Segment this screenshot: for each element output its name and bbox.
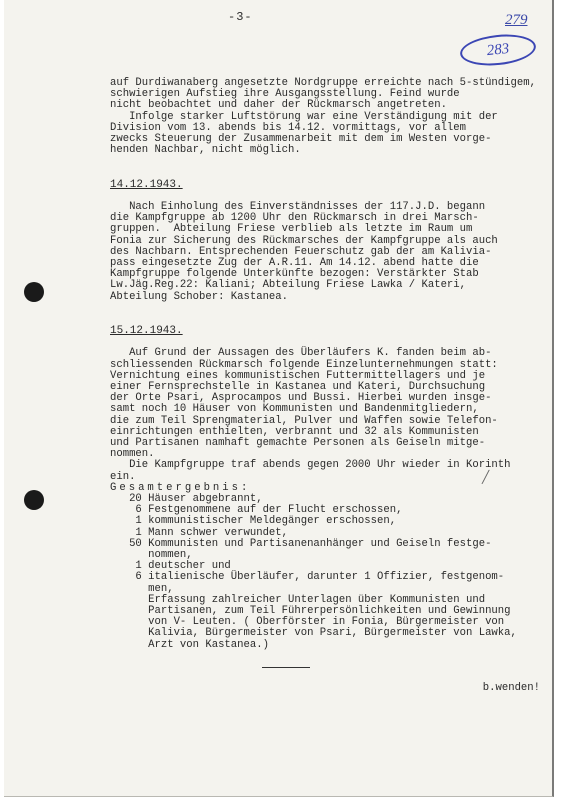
continuation-note: b.wenden! — [482, 681, 540, 694]
result-item: 6 Festgenommene auf der Flucht erschossen, — [110, 504, 403, 517]
result-item: Arzt von Kastanea.) — [110, 638, 269, 651]
result-item: Partisanen, zum Teil Führerpersönlichkeiten und Gewinnung — [110, 605, 511, 618]
text-line: gruppen. Abteilung Friese verblieb als letzte im Raum um — [110, 223, 473, 236]
section-date-heading: 14.12.1943. — [110, 178, 183, 191]
text-line: Infolge starker Luftstörung war eine Verständigung mit der — [110, 110, 498, 123]
text-line: die zum Teil Sprengmaterial, Pulver und Waffen sowie Telefon- — [110, 414, 498, 427]
text-line: nicht beobachtet und daher der Rückmarsch angetreten. — [110, 99, 447, 112]
text-line: die Kampfgruppe ab 1200 Uhr den Rückmarsch in drei Marsch- — [110, 212, 479, 225]
text-line: Vernichtung eines kommunistischen Futtermittellagers und je — [110, 369, 486, 382]
handwritten-page-number: 279 — [505, 12, 528, 28]
result-item: men, — [110, 582, 174, 595]
result-item: 1 Mann schwer verwundet, — [110, 526, 289, 539]
punch-hole-top — [24, 282, 44, 302]
text-line: Auf Grund der Aussagen des Überläufers K. fanden beim ab- — [110, 347, 492, 360]
text-line: Die Kampfgruppe traf abends gegen 2000 Uhr wieder in Korinth — [110, 459, 511, 472]
text-line: auf Durdiwanaberg angesetzte Nordgruppe erreichte nach 5-stündigem, — [110, 77, 536, 89]
text-line: samt noch 10 Häuser von Kommunisten und Bandenmitgliedern, — [110, 403, 479, 416]
text-line: einrichtungen enthielten, verbrannt und 32 als Kommunisten — [110, 425, 479, 438]
text-line: schliessenden Rückmarsch folgende Einzelunternehmungen statt: — [110, 358, 498, 371]
result-item: von V- Leuten. ( Oberförster in Fonia, Bürgermeister von — [110, 616, 505, 629]
text-line: des Nachbarn. Entsprechenden Feuerschutz gab der am Kalivia- — [110, 245, 492, 258]
text-line: pass eingesetzte Zug der A.R.11. Am 14.12. abend hatte die — [110, 257, 479, 269]
text-line: Fonia zur Sicherung des Rückmarsches der Kampfgruppe als auch — [110, 234, 498, 247]
separator-rule — [262, 667, 310, 668]
result-item: nommen, — [110, 549, 193, 562]
text-line: Lw.Jäg.Reg.22: Kaliani; Abteilung Friese Lawka / Kateri, — [110, 279, 467, 292]
text-line: Kampfgruppe folgende Unterkünfte bezogen: Verstärkter Stab — [110, 268, 479, 281]
pencil-mark: ╱ — [482, 470, 490, 484]
result-item: 50 Kommunisten und Partisanenanhänger und Geiseln festge- — [110, 537, 492, 550]
text-line: Abteilung Schober: Kastanea. — [110, 290, 289, 303]
section-date-heading: 15.12.1943. — [110, 325, 183, 338]
text-line: henden Nachbar, nicht möglich. — [110, 144, 301, 157]
punch-hole-bottom — [24, 490, 44, 510]
intro-paragraph — [110, 78, 550, 156]
circled-archive-number — [459, 31, 538, 69]
result-item: Erfassung zahlreicher Unterlagen über Kommunisten und — [110, 593, 486, 606]
result-item: 1 deutscher und — [110, 560, 231, 573]
page-number: -3- — [228, 10, 253, 24]
result-heading: Gesamtergebnis: — [110, 481, 251, 494]
text-line: nommen. — [110, 448, 155, 461]
result-item: 6 italienische Überläufer, darunter 1 Offizier, festgenom- — [110, 571, 505, 584]
document-body — [110, 78, 550, 694]
section-1-paragraph — [110, 202, 550, 303]
text-line: zwecks Steuerung der Zusammenarbeit mit dem im Westen vorge- — [110, 133, 492, 146]
text-line: der Orte Psari, Asprocampos und Bussi. Hierbei wurden insge- — [110, 392, 492, 405]
text-line: und Partisanen namhaft gemachte Personen als Geiseln mitge- — [110, 437, 486, 449]
text-line: schwierigen Aufstieg ihre Ausgangsstellung. Feind wurde — [110, 88, 460, 101]
result-item: 20 Häuser abgebrannt, — [110, 493, 263, 506]
text-line: ein. — [110, 470, 136, 483]
text-line: Division vom 13. abends bis 14.12. vormittags, vor allem — [110, 121, 467, 134]
document-page — [4, 0, 554, 797]
circled-number-text: 283 — [485, 40, 511, 60]
text-line: Nach Einholung des Einverständnisses der 117.J.D. begann — [110, 200, 486, 213]
text-line: einer Fernsprechstelle in Kastanea und Kateri, Durchsuchung — [110, 380, 486, 393]
result-item: 1 kommunistischer Meldegänger erschossen, — [110, 515, 397, 528]
result-item: Kalivia, Bürgermeister von Psari, Bürgermeister von Lawka, — [110, 627, 517, 640]
section-2-paragraph — [110, 348, 550, 650]
